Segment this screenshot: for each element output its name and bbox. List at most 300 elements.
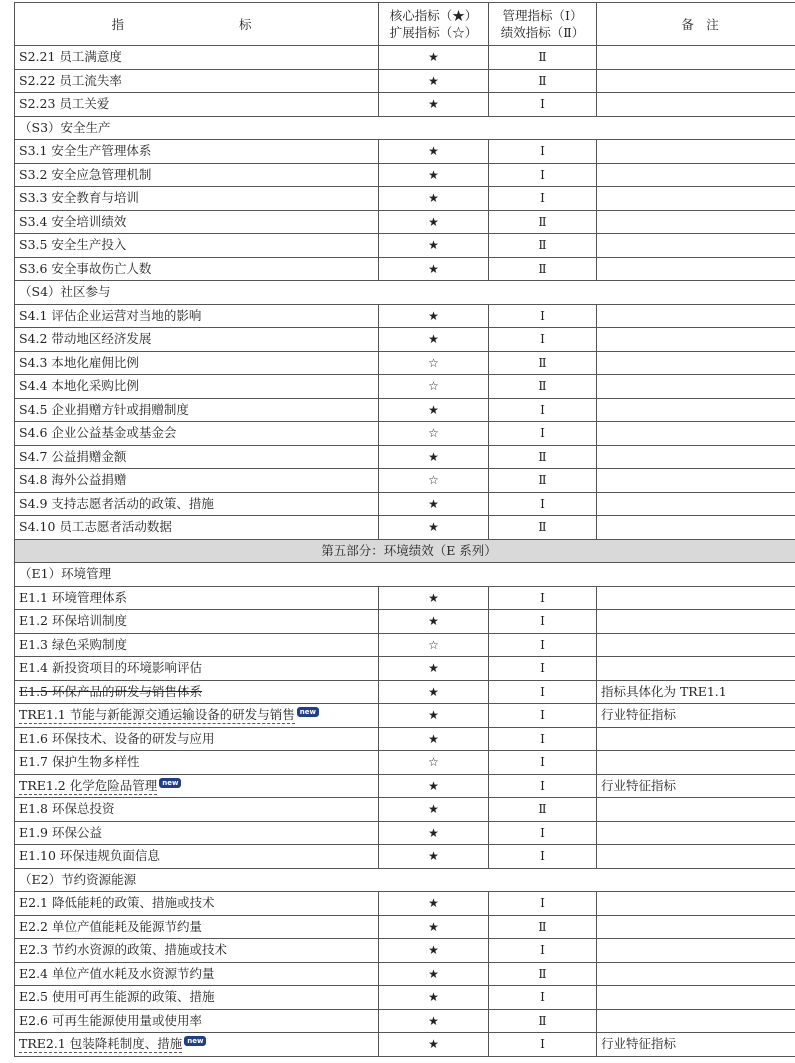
management-mark: Ⅰ <box>540 778 545 793</box>
indicator-label: S4.4 本地化采购比例 <box>19 378 139 394</box>
indicator-cell <box>15 680 379 704</box>
management-performance-cell <box>489 375 597 399</box>
indicator-label: S4.8 海外公益捐赠 <box>19 472 127 488</box>
management-performance-cell <box>489 633 597 657</box>
management-mark: Ⅰ <box>540 496 545 511</box>
core-extended-cell <box>379 821 489 845</box>
indicator-label: S4.2 带动地区经济发展 <box>19 331 152 347</box>
core-mark: ★ <box>428 943 439 958</box>
note-cell <box>597 821 795 845</box>
header-core-line: 核心指标（★） <box>389 8 478 23</box>
indicator-label: S4.1 评估企业运营对当地的影响 <box>19 307 202 323</box>
note-cell <box>597 351 795 375</box>
indicator-cell <box>15 422 379 446</box>
core-extended-cell <box>379 610 489 634</box>
table-row <box>15 469 795 493</box>
core-mark: ★ <box>428 614 439 629</box>
core-extended-cell <box>379 915 489 939</box>
indicator-cell <box>15 398 379 422</box>
core-mark: ★ <box>428 520 439 535</box>
core-extended-cell <box>379 727 489 751</box>
note-cell <box>597 398 795 422</box>
management-mark: Ⅱ <box>538 449 547 464</box>
management-mark: Ⅱ <box>538 214 547 229</box>
core-extended-cell <box>379 492 489 516</box>
core-mark: ★ <box>428 919 439 934</box>
indicator-cell <box>15 257 379 281</box>
core-extended-cell <box>379 210 489 234</box>
note-cell <box>597 892 795 916</box>
management-mark: Ⅰ <box>540 1037 545 1052</box>
indicator-cell <box>15 633 379 657</box>
table-row <box>15 892 795 916</box>
note-cell <box>597 915 795 939</box>
management-mark: Ⅰ <box>540 755 545 770</box>
core-mark: ★ <box>428 332 439 347</box>
management-performance-cell <box>489 398 597 422</box>
note-cell <box>597 962 795 986</box>
management-performance-cell <box>489 187 597 211</box>
management-performance-cell <box>489 257 597 281</box>
core-extended-cell <box>379 586 489 610</box>
management-performance-cell <box>489 586 597 610</box>
indicator-table <box>14 2 795 1057</box>
management-performance-cell <box>489 657 597 681</box>
indicator-label: E1.9 环保公益 <box>19 824 102 840</box>
table-row <box>15 234 795 258</box>
indicator-cell <box>15 845 379 869</box>
note-cell <box>597 140 795 164</box>
core-extended-cell <box>379 633 489 657</box>
management-mark: Ⅱ <box>538 966 547 981</box>
core-extended-cell <box>379 469 489 493</box>
core-mark: ★ <box>428 990 439 1005</box>
section-heading: （S4）社区参与 <box>15 281 795 305</box>
indicator-label: TRE1.1 节能与新能源交通运输设备的研发与销售 <box>19 707 295 723</box>
management-performance-cell <box>489 939 597 963</box>
indicator-cell <box>15 586 379 610</box>
core-mark: ★ <box>428 731 439 746</box>
core-extended-cell <box>379 704 489 728</box>
core-extended-cell <box>379 304 489 328</box>
management-mark: Ⅰ <box>540 426 545 441</box>
core-mark: ☆ <box>428 379 439 394</box>
table-row <box>15 633 795 657</box>
note-cell: 行业特征指标 <box>597 774 795 798</box>
indicator-label: S3.3 安全教育与培训 <box>19 190 139 206</box>
management-mark: Ⅰ <box>540 191 545 206</box>
management-performance-cell <box>489 798 597 822</box>
indicator-label: E2.4 单位产值水耗及水资源节约量 <box>19 965 215 981</box>
core-mark: ★ <box>428 802 439 817</box>
note-cell <box>597 939 795 963</box>
core-extended-cell <box>379 751 489 775</box>
note-cell <box>597 445 795 469</box>
core-extended-cell <box>379 422 489 446</box>
table-row <box>15 46 795 70</box>
indicator-label: E1.4 新投资项目的环境影响评估 <box>19 660 202 676</box>
indicator-cell <box>15 516 379 540</box>
core-extended-cell <box>379 375 489 399</box>
management-mark: Ⅰ <box>540 943 545 958</box>
core-extended-cell <box>379 187 489 211</box>
indicator-cell <box>15 93 379 117</box>
indicator-cell <box>15 163 379 187</box>
indicator-label: S2.22 员工流失率 <box>19 72 122 88</box>
core-extended-cell <box>379 892 489 916</box>
indicator-cell <box>15 187 379 211</box>
core-extended-cell <box>379 1009 489 1033</box>
management-performance-cell <box>489 821 597 845</box>
indicator-cell <box>15 140 379 164</box>
management-mark: Ⅰ <box>540 825 545 840</box>
note-cell <box>597 845 795 869</box>
note-cell <box>597 633 795 657</box>
management-performance-cell <box>489 140 597 164</box>
core-extended-cell <box>379 257 489 281</box>
core-mark: ★ <box>428 308 439 323</box>
new-badge: new <box>159 778 181 788</box>
indicator-cell <box>15 210 379 234</box>
table-row <box>15 351 795 375</box>
indicator-label: S4.9 支持志愿者活动的政策、措施 <box>19 495 214 511</box>
note-cell: 行业特征指标 <box>597 1033 795 1057</box>
indicator-cell <box>15 657 379 681</box>
core-mark: ★ <box>428 778 439 793</box>
core-mark: ★ <box>428 684 439 699</box>
table-row <box>15 210 795 234</box>
core-extended-cell <box>379 398 489 422</box>
table-row <box>15 845 795 869</box>
indicator-cell <box>15 69 379 93</box>
note-cell <box>597 46 795 70</box>
indicator-cell <box>15 751 379 775</box>
indicator-label: S3.2 安全应急管理机制 <box>19 166 152 182</box>
note-cell <box>597 304 795 328</box>
management-mark: Ⅱ <box>538 261 547 276</box>
section-heading: （S3）安全生产 <box>15 116 795 140</box>
core-mark: ★ <box>428 708 439 723</box>
core-extended-cell <box>379 1033 489 1057</box>
header-indicator: 指 标 <box>15 3 379 46</box>
header-management-performance <box>489 3 597 46</box>
core-extended-cell <box>379 46 489 70</box>
core-extended-cell <box>379 986 489 1010</box>
part-heading: 第五部分：环境绩效（E 系列） <box>15 539 795 563</box>
note-cell <box>597 375 795 399</box>
note-cell <box>597 469 795 493</box>
header-management-line: 管理指标（Ⅰ） <box>502 8 583 23</box>
indicator-cell <box>15 704 379 728</box>
header-extended-line: 扩展指标（☆） <box>389 25 478 40</box>
indicator-cell <box>15 492 379 516</box>
section-heading: （E2）节约资源能源 <box>15 868 795 892</box>
indicator-label: E1.3 绿色采购制度 <box>19 636 127 652</box>
table-row <box>15 445 795 469</box>
table-row <box>15 304 795 328</box>
core-extended-cell <box>379 845 489 869</box>
management-mark: Ⅰ <box>540 167 545 182</box>
indicator-cell <box>15 821 379 845</box>
indicator-label: E1.8 环保总投资 <box>19 801 115 817</box>
management-mark: Ⅰ <box>540 731 545 746</box>
table-row <box>15 140 795 164</box>
table-row <box>15 187 795 211</box>
table-body <box>15 46 795 1057</box>
management-mark: Ⅱ <box>538 379 547 394</box>
indicator-cell <box>15 1009 379 1033</box>
core-extended-cell <box>379 939 489 963</box>
management-performance-cell <box>489 915 597 939</box>
table-row <box>15 915 795 939</box>
table-row <box>15 375 795 399</box>
note-cell <box>597 328 795 352</box>
core-mark: ★ <box>428 1013 439 1028</box>
section-heading-row <box>15 563 795 587</box>
indicator-label: S4.7 公益捐赠金额 <box>19 448 127 464</box>
core-extended-cell <box>379 774 489 798</box>
management-mark: Ⅱ <box>538 919 547 934</box>
core-extended-cell <box>379 516 489 540</box>
management-mark: Ⅱ <box>538 1013 547 1028</box>
core-mark: ★ <box>428 825 439 840</box>
core-extended-cell <box>379 234 489 258</box>
table-row <box>15 1009 795 1033</box>
table-row <box>15 962 795 986</box>
core-extended-cell <box>379 798 489 822</box>
management-performance-cell <box>489 986 597 1010</box>
management-performance-cell <box>489 46 597 70</box>
indicator-cell <box>15 962 379 986</box>
indicator-label: E1.6 环保技术、设备的研发与应用 <box>19 730 215 746</box>
table-row <box>15 69 795 93</box>
management-mark: Ⅰ <box>540 708 545 723</box>
core-mark: ★ <box>428 214 439 229</box>
note-cell <box>597 727 795 751</box>
core-extended-cell <box>379 140 489 164</box>
management-mark: Ⅰ <box>540 308 545 323</box>
indicator-label: E2.2 单位产值能耗及能源节约量 <box>19 918 202 934</box>
core-mark: ★ <box>428 167 439 182</box>
indicator-cell <box>15 774 379 798</box>
management-mark: Ⅰ <box>540 637 545 652</box>
management-performance-cell <box>489 469 597 493</box>
indicator-cell <box>15 939 379 963</box>
core-mark: ☆ <box>428 426 439 441</box>
core-extended-cell <box>379 351 489 375</box>
management-performance-cell <box>489 680 597 704</box>
note-cell <box>597 798 795 822</box>
table-row <box>15 163 795 187</box>
table-row <box>15 680 795 704</box>
indicator-cell <box>15 915 379 939</box>
core-extended-cell <box>379 93 489 117</box>
indicator-label: S4.10 员工志愿者活动数据 <box>19 519 172 535</box>
core-mark: ★ <box>428 191 439 206</box>
indicator-cell <box>15 986 379 1010</box>
management-performance-cell <box>489 1033 597 1057</box>
indicator-label: E2.5 使用可再生能源的政策、措施 <box>19 989 215 1005</box>
management-mark: Ⅰ <box>540 614 545 629</box>
table-row <box>15 657 795 681</box>
table-row <box>15 986 795 1010</box>
management-mark: Ⅱ <box>538 73 547 88</box>
table-row <box>15 422 795 446</box>
core-mark: ★ <box>428 966 439 981</box>
new-badge: new <box>184 1036 206 1046</box>
management-mark: Ⅰ <box>540 661 545 676</box>
management-mark: Ⅱ <box>538 473 547 488</box>
note-cell <box>597 69 795 93</box>
note-cell <box>597 234 795 258</box>
section-heading-row <box>15 116 795 140</box>
core-mark: ★ <box>428 661 439 676</box>
core-mark: ★ <box>428 849 439 864</box>
indicator-cell <box>15 375 379 399</box>
section-heading-row <box>15 868 795 892</box>
table-row <box>15 704 795 728</box>
core-extended-cell <box>379 328 489 352</box>
management-performance-cell <box>489 210 597 234</box>
management-performance-cell <box>489 234 597 258</box>
management-performance-cell <box>489 445 597 469</box>
management-mark: Ⅰ <box>540 849 545 864</box>
note-cell <box>597 1009 795 1033</box>
management-performance-cell <box>489 751 597 775</box>
indicator-label: S3.6 安全事故伤亡人数 <box>19 260 152 276</box>
indicator-label: S3.1 安全生产管理体系 <box>19 143 152 159</box>
table-row <box>15 939 795 963</box>
table-row <box>15 821 795 845</box>
indicator-cell <box>15 892 379 916</box>
indicator-cell <box>15 1033 379 1057</box>
management-performance-cell <box>489 328 597 352</box>
core-extended-cell <box>379 657 489 681</box>
table-row <box>15 751 795 775</box>
table-row <box>15 727 795 751</box>
management-performance-cell <box>489 1009 597 1033</box>
management-mark: Ⅰ <box>540 590 545 605</box>
core-mark: ★ <box>428 402 439 417</box>
table-row <box>15 516 795 540</box>
management-performance-cell <box>489 892 597 916</box>
note-cell <box>597 657 795 681</box>
table-row <box>15 774 795 798</box>
indicator-cell <box>15 798 379 822</box>
new-badge: new <box>297 707 319 717</box>
management-performance-cell <box>489 492 597 516</box>
note-cell <box>597 610 795 634</box>
indicator-label: S2.23 员工关爱 <box>19 96 110 112</box>
management-performance-cell <box>489 351 597 375</box>
core-mark: ★ <box>428 896 439 911</box>
core-mark: ☆ <box>428 473 439 488</box>
core-mark: ★ <box>428 590 439 605</box>
note-cell <box>597 516 795 540</box>
indicator-cell <box>15 727 379 751</box>
note-cell <box>597 210 795 234</box>
management-mark: Ⅱ <box>538 520 547 535</box>
core-mark: ★ <box>428 261 439 276</box>
indicator-label: S3.5 安全生产投入 <box>19 237 127 253</box>
indicator-label: S4.5 企业捐赠方针或捐赠制度 <box>19 401 189 417</box>
management-performance-cell <box>489 704 597 728</box>
indicator-label: TRE2.1 包装降耗制度、措施 <box>19 1036 183 1052</box>
indicator-cell <box>15 46 379 70</box>
management-performance-cell <box>489 69 597 93</box>
core-extended-cell <box>379 962 489 986</box>
section-heading: （E1）环境管理 <box>15 563 795 587</box>
core-extended-cell <box>379 445 489 469</box>
table-row <box>15 492 795 516</box>
header-performance-line: 绩效指标（Ⅱ） <box>500 25 585 40</box>
core-mark: ★ <box>428 238 439 253</box>
management-performance-cell <box>489 610 597 634</box>
management-mark: Ⅱ <box>538 802 547 817</box>
table-row <box>15 798 795 822</box>
indicator-cell <box>15 351 379 375</box>
management-mark: Ⅰ <box>540 97 545 112</box>
indicator-cell <box>15 469 379 493</box>
core-mark: ★ <box>428 144 439 159</box>
indicator-label: E1.10 环保违规负面信息 <box>19 848 160 864</box>
note-cell <box>597 986 795 1010</box>
indicator-label: S4.6 企业公益基金或基金会 <box>19 425 177 441</box>
header-row <box>15 3 795 46</box>
management-mark: Ⅰ <box>540 144 545 159</box>
indicator-label: E2.1 降低能耗的政策、措施或技术 <box>19 895 215 911</box>
table-row <box>15 398 795 422</box>
management-performance-cell <box>489 422 597 446</box>
indicator-label: E2.6 可再生能源使用量或使用率 <box>19 1012 202 1028</box>
management-performance-cell <box>489 727 597 751</box>
indicator-label: E1.1 环境管理体系 <box>19 589 127 605</box>
indicator-cell <box>15 445 379 469</box>
core-extended-cell <box>379 680 489 704</box>
note-cell: 指标具体化为 TRE1.1 <box>597 680 795 704</box>
table-header <box>15 3 795 46</box>
management-mark: Ⅰ <box>540 332 545 347</box>
header-note: 备 注 <box>597 3 795 46</box>
core-mark: ☆ <box>428 355 439 370</box>
management-mark: Ⅱ <box>538 238 547 253</box>
indicator-label: E1.7 保护生物多样性 <box>19 754 140 770</box>
management-mark: Ⅰ <box>540 402 545 417</box>
note-cell <box>597 492 795 516</box>
table-row <box>15 328 795 352</box>
management-performance-cell <box>489 93 597 117</box>
note-cell <box>597 187 795 211</box>
core-mark: ★ <box>428 496 439 511</box>
management-performance-cell <box>489 774 597 798</box>
management-mark: Ⅰ <box>540 684 545 699</box>
management-performance-cell <box>489 845 597 869</box>
note-cell <box>597 751 795 775</box>
indicator-label: E1.5 环保产品的研发与销售体系 <box>19 683 202 699</box>
table-row <box>15 257 795 281</box>
indicator-label: E1.2 环保培训制度 <box>19 613 127 629</box>
indicator-label: S2.21 员工满意度 <box>19 49 122 65</box>
core-mark: ☆ <box>428 755 439 770</box>
management-mark: Ⅱ <box>538 50 547 65</box>
core-mark: ★ <box>428 1037 439 1052</box>
management-performance-cell <box>489 163 597 187</box>
table-row <box>15 610 795 634</box>
management-performance-cell <box>489 304 597 328</box>
section-heading-row <box>15 281 795 305</box>
note-cell <box>597 586 795 610</box>
table-row <box>15 93 795 117</box>
